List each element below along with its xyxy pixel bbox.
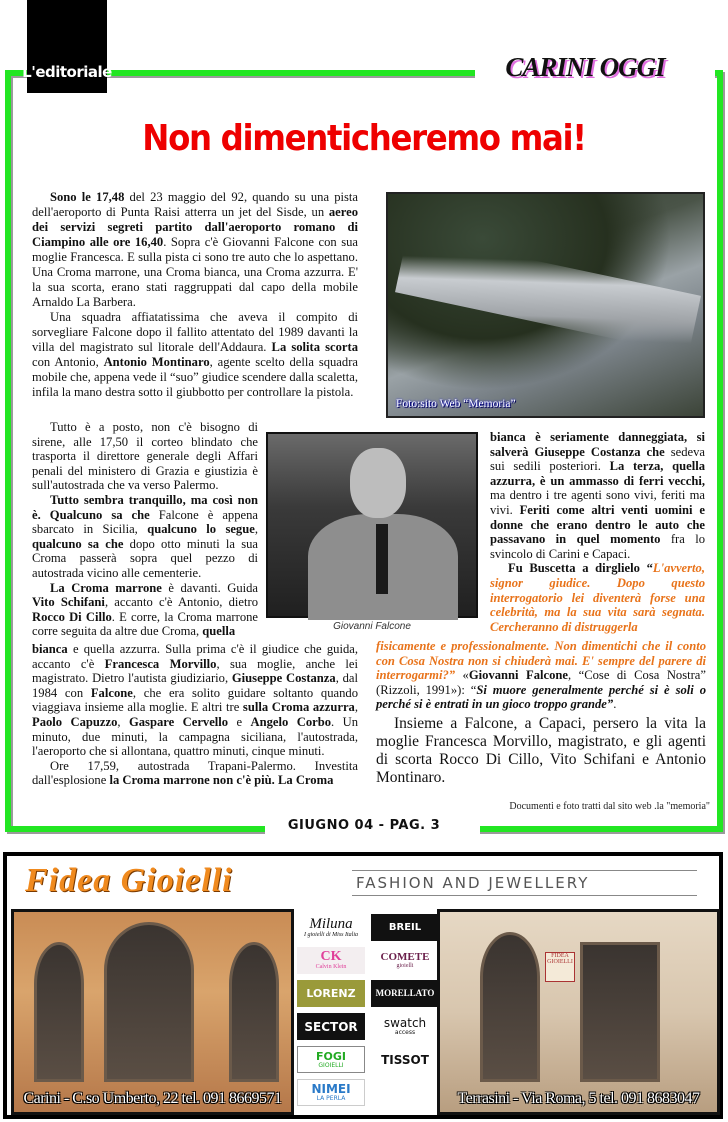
crash-site-photo xyxy=(386,192,705,418)
text-run: quella xyxy=(202,624,236,639)
address-terrasini: Terrasini - Via Roma, 5 tel. 091 8683047 xyxy=(457,1090,700,1107)
text-run: , dal 1984 con xyxy=(32,671,358,700)
brand-sub: I gioielli di Miss Italia xyxy=(304,931,358,938)
brand-logo-ck xyxy=(297,947,365,974)
text-run: sedeva sui sedili posteriori. xyxy=(490,444,705,474)
text-block-2 xyxy=(32,420,258,639)
brand-name: FOGI xyxy=(316,1049,346,1063)
paragraph xyxy=(376,639,706,712)
text-run: Si muore generalmente perché si è soli o perché si è entrati in un gioco troppo grande” xyxy=(376,682,706,712)
address-carini: Carini - C.so Umberto, 22 tel. 091 8669571 xyxy=(23,1090,282,1107)
text-run: , sua moglie, anche lei magistrato. Dietro l'autista giudiziario, xyxy=(32,656,358,686)
text-run: Giuseppe Costanza xyxy=(231,671,336,686)
brand-logo-nimei xyxy=(297,1079,365,1106)
text-run: qualcuno lo segue xyxy=(147,522,255,537)
text-run: sulla Croma azzurra xyxy=(242,700,355,715)
text-run: fra lo svincolo di Carini e Capaci. xyxy=(490,532,705,561)
paragraph xyxy=(490,430,705,561)
text-block-5 xyxy=(376,639,706,712)
text-run: , xyxy=(354,700,358,715)
text-block-3 xyxy=(32,642,358,788)
text-run: , che era solito guidare soltanto quando viaggiava insieme alla moglie. E altri tre xyxy=(32,685,358,715)
text-run: Insieme a Falcone, a Capaci, persero la vita la moglie Francesca Morvillo, magistrato, e gli agenti di scorta Rocco Di Cillo, Vito Schifani e Antonio Montinaro. xyxy=(376,715,706,786)
text-run: del 23 maggio del 92, quando su una pista dell'aeroporto di Punta Raisi atterra un jet del Sisde, un xyxy=(32,190,359,219)
text-run: e quella azzurra. Sulla prima c'è il giudice che guida, accanto c'è xyxy=(32,642,358,671)
ad-tagline: FASHION AND JEWELLERY xyxy=(352,870,697,896)
text-run: , accanto c'è Antonio, dietro xyxy=(104,595,258,610)
text-run: Tutto è a posto, non c'è bisogno di sirene, alle 17,50 il corteo blindato che trasporta il direttore generale degli Affari penali del ministero di Grazia e giustizia è sull'autostrada che va verso Palermo. xyxy=(32,420,258,493)
brand-logo-tissot xyxy=(371,1046,439,1073)
text-run: bianca è seriamente danneggiata, si salverà Giuseppe Costanza che xyxy=(490,430,705,459)
shop-photo-terrasini xyxy=(437,909,720,1115)
text-block-closing xyxy=(376,715,706,787)
brand-name: MORELLATO xyxy=(375,988,435,998)
page-footer xyxy=(0,818,728,834)
falcone-portrait-photo xyxy=(266,432,478,618)
text-run: , “Cose di Cosa Nostra” (Rizzoli, 1991»): “ xyxy=(376,668,706,697)
shop-sign: FIDEA GIOIELLI xyxy=(545,952,575,982)
brand-logo-sector xyxy=(297,1013,365,1040)
text-run: con Antonio, xyxy=(32,355,104,369)
brand-name: CK xyxy=(320,949,342,964)
text-run: La Croma marrone xyxy=(50,580,162,595)
text-run: . E corre, la Croma marrone corre seguita da altre due Croma, xyxy=(32,609,258,639)
text-run: ma dentro i tre agenti sono vivi, feriti ma vivi. xyxy=(490,488,705,517)
brand-logos xyxy=(297,914,439,1106)
brand-name: Miluna xyxy=(309,915,353,932)
photo-caption: Foto:sito Web “Memoria” xyxy=(396,398,516,410)
text-run: Giovanni Falcone xyxy=(468,668,568,683)
text-run: fisicamente e professionalmente. Non dimentichi che il conto con Cosa Nostra non si chiuderà mai. E' sempre del parere di interrogarmi?” xyxy=(376,639,706,683)
brand-logo-fogi xyxy=(297,1046,365,1073)
text-run: Gaspare Cervello xyxy=(128,714,229,729)
text-block-4 xyxy=(490,430,705,634)
text-run: Fu Buscetta a dirglielo “ xyxy=(508,561,653,576)
text-run: , xyxy=(117,714,129,729)
paragraph xyxy=(32,642,358,759)
brand-sub: Calvin Klein xyxy=(315,964,347,970)
paragraph xyxy=(32,420,258,493)
brand-sub: GIOIELLI xyxy=(318,1061,344,1069)
text-run: . Sopra c'è Giovanni Falcone con sua moglie Francesca. E sulla pista ci sono tre auto che lo aspettano. Una Croma marrone, una Croma bianca, una Croma azzurra. E' la sua scorta, erano stati raggruppati dal capo della mobile Arnaldo La Barbera. xyxy=(32,235,359,309)
text-run: Feriti come altri venti uomini e donne che erano dentro le auto che passavano in quel momento xyxy=(490,502,705,547)
text-run: L'avverto, signor giudice. Dopo questo interrogatorio lei diventerà forse una celebrità, ma la sua vita sarà segnata. Cercheranno di distruggerla xyxy=(490,561,705,634)
text-run: La terza, quella azzurra, è un ammasso di ferri vecchi, xyxy=(490,459,706,488)
text-run: . Un minuto, due minuti, la campagna siciliana, l'autostrada, l'aeroporto che si allontana, quattro minuti, cinque minuti. xyxy=(32,714,358,759)
text-run: bianca xyxy=(32,642,68,656)
brand-name: COMETE xyxy=(380,950,430,963)
paragraph xyxy=(490,561,705,634)
brand-logo-morellato xyxy=(371,980,439,1007)
paragraph xyxy=(32,581,258,639)
text-run: Ore 17,59, autostrada Trapani-Palermo. Investita dall'esplosione xyxy=(32,758,358,788)
text-block-1 xyxy=(32,190,358,400)
brand-sub: access xyxy=(394,1029,416,1036)
text-run: dopo otto minuti la sua Croma passerà sopra quel pezzo di autostrada vicino alle cementerie. xyxy=(32,536,258,580)
text-run: Rocco Di Cillo xyxy=(32,609,112,624)
credit-note: Documenti e foto tratti dal sito web .la "memoria" xyxy=(509,801,710,812)
advertisement xyxy=(3,852,723,1119)
brand-logo-miluna xyxy=(297,914,365,941)
text-run: aereo dei servizi segreti partito dall'aeroporto romano di Ciampino alle ore 16,40 xyxy=(32,205,358,249)
ad-brand-logo: Fidea Gioielli xyxy=(25,862,233,899)
brand-sub: LA PERLA xyxy=(316,1095,346,1102)
text-run: Falcone xyxy=(90,685,133,700)
paragraph xyxy=(32,310,358,400)
brand-name: TISSOT xyxy=(381,1052,429,1067)
text-run: Vito Schifani xyxy=(32,595,105,610)
text-run: Una squadra affiatatissima che aveva il compito di sorvegliare Falcone dopo il fallito attentato del 1989 davanti la villa del magistrato sul litorale dell'Addaura. xyxy=(32,310,358,354)
section-label: L'editoriale xyxy=(27,0,107,93)
text-run: , xyxy=(254,522,258,537)
brand-name: NIMEI xyxy=(311,1082,351,1096)
text-run: Antonio Montinaro xyxy=(103,355,210,369)
brand-logo-swatch xyxy=(371,1013,439,1040)
paragraph xyxy=(32,190,358,310)
brand-name: LORENZ xyxy=(306,987,356,1000)
text-run: . xyxy=(613,697,617,712)
brand-name: BREIL xyxy=(388,921,422,933)
paragraph xyxy=(376,715,706,787)
article-title: Non dimenticheremo mai! xyxy=(142,118,586,159)
brand-logo-breil xyxy=(371,914,439,941)
text-run: Sono le 17,48 xyxy=(50,190,125,204)
text-run: qualcuno sa che xyxy=(32,536,124,551)
text-run: Falcone è appena sbarcato in Sicilia, xyxy=(32,507,258,537)
brand-logo-comete xyxy=(371,947,439,974)
brand-sub: gioielli xyxy=(396,962,414,969)
text-run: , agente scelto della squadra mobile che, appena vede il “suo” giudice scendere dalla scaletta, infila la mano destra sotto il giubbotto per controllare la pistola. xyxy=(32,355,358,399)
shop-photo-carini xyxy=(11,909,294,1115)
portrait-caption: Giovanni Falcone xyxy=(333,621,411,632)
text-run: Paolo Capuzzo xyxy=(32,714,118,729)
brand-name: swatch xyxy=(383,1016,427,1030)
brand-logo-lorenz xyxy=(297,980,365,1007)
text-run: Angelo Corbo xyxy=(250,714,332,729)
brand-name: SECTOR xyxy=(304,1019,358,1034)
masthead-logo: CARINI OGGI xyxy=(505,52,665,82)
text-run: Francesca Morvillo xyxy=(104,656,217,671)
text-run: La solita scorta xyxy=(271,340,358,354)
text-run: e xyxy=(228,714,251,729)
page-footer-text: GIUGNO 04 - PAG. 3 xyxy=(278,818,450,833)
text-run: Tutto sembra tranquillo, ma così non è. Qualcuno sa che xyxy=(32,492,258,522)
text-run: è davanti. Guida xyxy=(161,580,258,595)
paragraph xyxy=(32,493,258,581)
text-run: la Croma marrone non c'è più. La Croma xyxy=(109,773,334,788)
text-run: « xyxy=(455,668,469,683)
paragraph xyxy=(32,759,358,788)
